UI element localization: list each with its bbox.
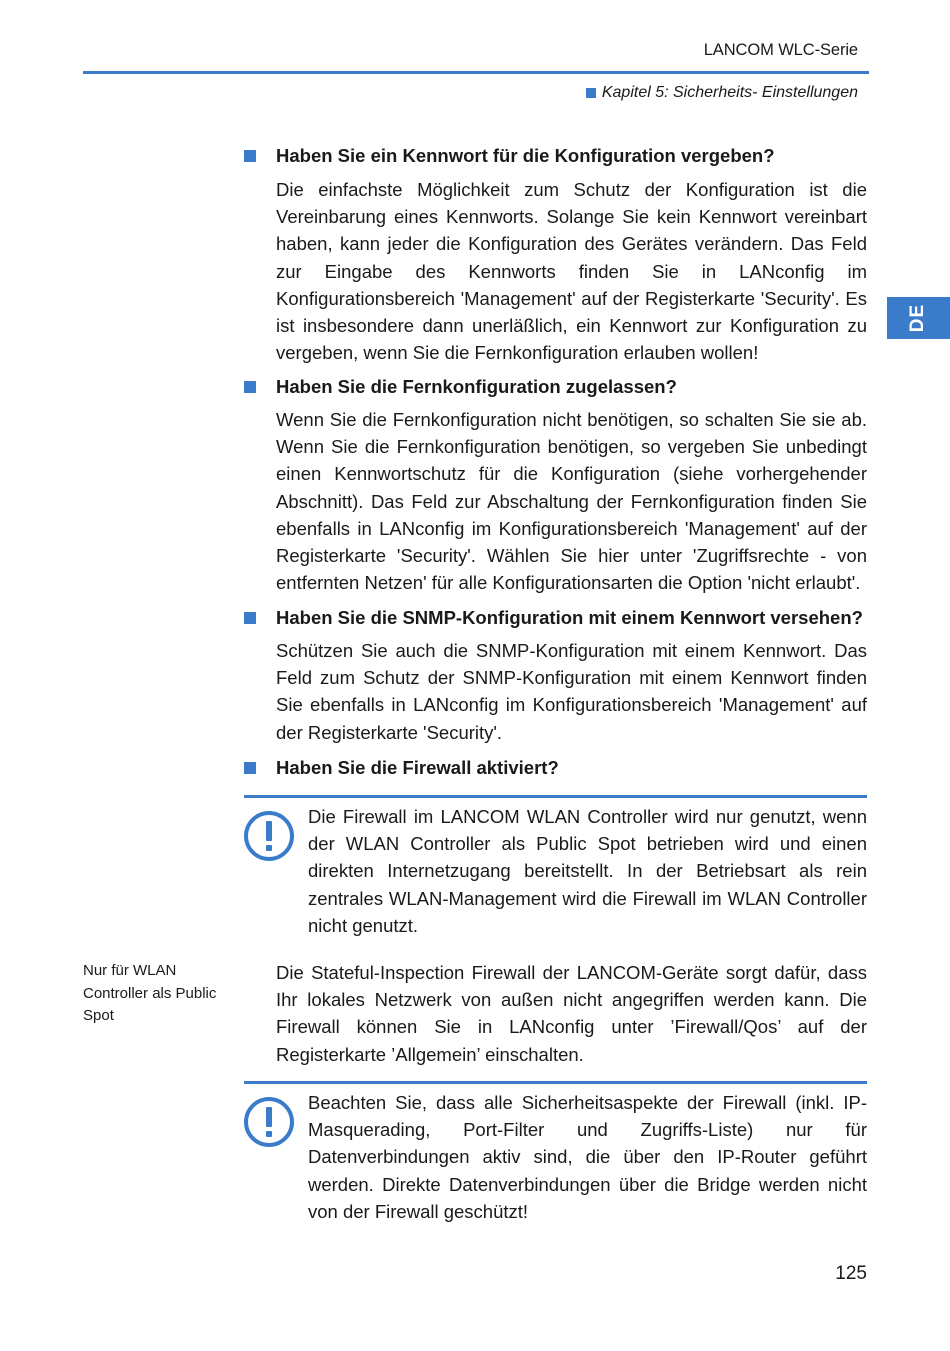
language-tab (887, 297, 950, 339)
section-paragraph: Die einfachste Möglichkeit zum Schutz der Konfiguration ist die Vereinbarung eines Kennworts. Solange Sie kein Kennwort vereinbart haben, kann jeder die Konfiguration des Gerätes verändern. Das Feld zur Eingabe des Kennworts finden Sie in LANconfig im Konfigurationsbereich 'Management' auf der Registerkarte 'Security'. Es ist insbesondere dann unerläßlich, ein Kennwort zur Konfiguration zu vergeben, wenn Sie die Fernkonfiguration erlauben wollen! (276, 179, 867, 364)
note-text: Beachten Sie, dass alle Sicherheitsaspekte der Firewall (inkl. IP-Masquerading, Port-Filter und Zugriffs-Liste) nur für Datenverbindungen aktiv sind, die über den IP-Router geführt werden. Direkte Datenverbindungen über die Bridge werden nicht von der Firewall geschützt! (308, 1092, 867, 1222)
section-heading (244, 145, 884, 167)
square-bullet-icon (244, 612, 256, 624)
chapter-title: Kapitel 5: Sicherheits- Einstellungen (601, 84, 858, 101)
chapter-line (586, 84, 858, 102)
section-heading-text: Haben Sie die Firewall aktiviert? (276, 757, 559, 778)
exclamation-icon (243, 810, 295, 862)
section-heading-text: Haben Sie ein Kennwort für die Konfiguration vergeben? (276, 145, 775, 166)
section-paragraph: Wenn Sie die Fernkonfiguration nicht benötigen, so schalten Sie sie ab. Wenn Sie die Fernkonfiguration benötigen, so vergeben Sie unbedingt einen Kennwortschutz für die Konfiguration (siehe vorhergehender Abschnitt). Das Feld zur Abschaltung der Fernkonfiguration finden Sie ebenfalls in LANconfig im Konfigurationsbereich 'Management' auf der Registerkarte 'Security'. Wählen Sie hier unter 'Zugriffsrechte - von entfernten Netzen' für alle Konfigurationsarten die Option 'nicht erlaubt'. (276, 409, 867, 594)
firewall-paragraph: Die Stateful-Inspection Firewall der LANCOM-Geräte sorgt dafür, dass Ihr lokales Netzwerk von außen nicht angegriffen werden kann. Die Firewall können Sie in LANconfig unter ’Firewall/Qos’ auf der Registerkarte ’Allgemein’ einschalten. (276, 962, 867, 1065)
section-heading (244, 757, 884, 779)
square-bullet-icon (586, 88, 596, 98)
running-header-title: LANCOM WLC-Serie (703, 41, 858, 59)
note-rule (244, 795, 867, 798)
square-bullet-icon (244, 381, 256, 393)
header-rule (83, 71, 869, 74)
note-text: Die Firewall im LANCOM WLAN Controller wird nur genutzt, wenn der WLAN Controller als Public Spot betrieben wird und einen direkten Internetzugang bereitstellt. In der Betriebsart als rein zentrales WLAN-Management wird die Firewall im WLAN Controller nicht genutzt. (308, 806, 867, 936)
section-heading (244, 607, 884, 629)
square-bullet-icon (244, 150, 256, 162)
square-bullet-icon (244, 762, 256, 774)
page-number: 125 (835, 1263, 867, 1284)
note-rule (244, 1081, 867, 1084)
margin-note: Nur für WLAN Controller als Public Spot (83, 962, 217, 1025)
language-tab-label: DE (907, 303, 929, 333)
section-heading (244, 376, 884, 398)
exclamation-icon (243, 1096, 295, 1148)
section-heading-text: Haben Sie die SNMP-Konfiguration mit einem Kennwort versehen? (276, 607, 863, 628)
section-paragraph: Schützen Sie auch die SNMP-Konfiguration mit einem Kennwort. Das Feld zum Schutz der SNMP-Konfiguration mit einem Kennwort finden Sie ebenfalls in LANconfig im Konfigurationsbereich 'Management' auf der Registerkarte 'Security'. (276, 640, 867, 743)
section-heading-text: Haben Sie die Fernkonfiguration zugelassen? (276, 376, 677, 397)
